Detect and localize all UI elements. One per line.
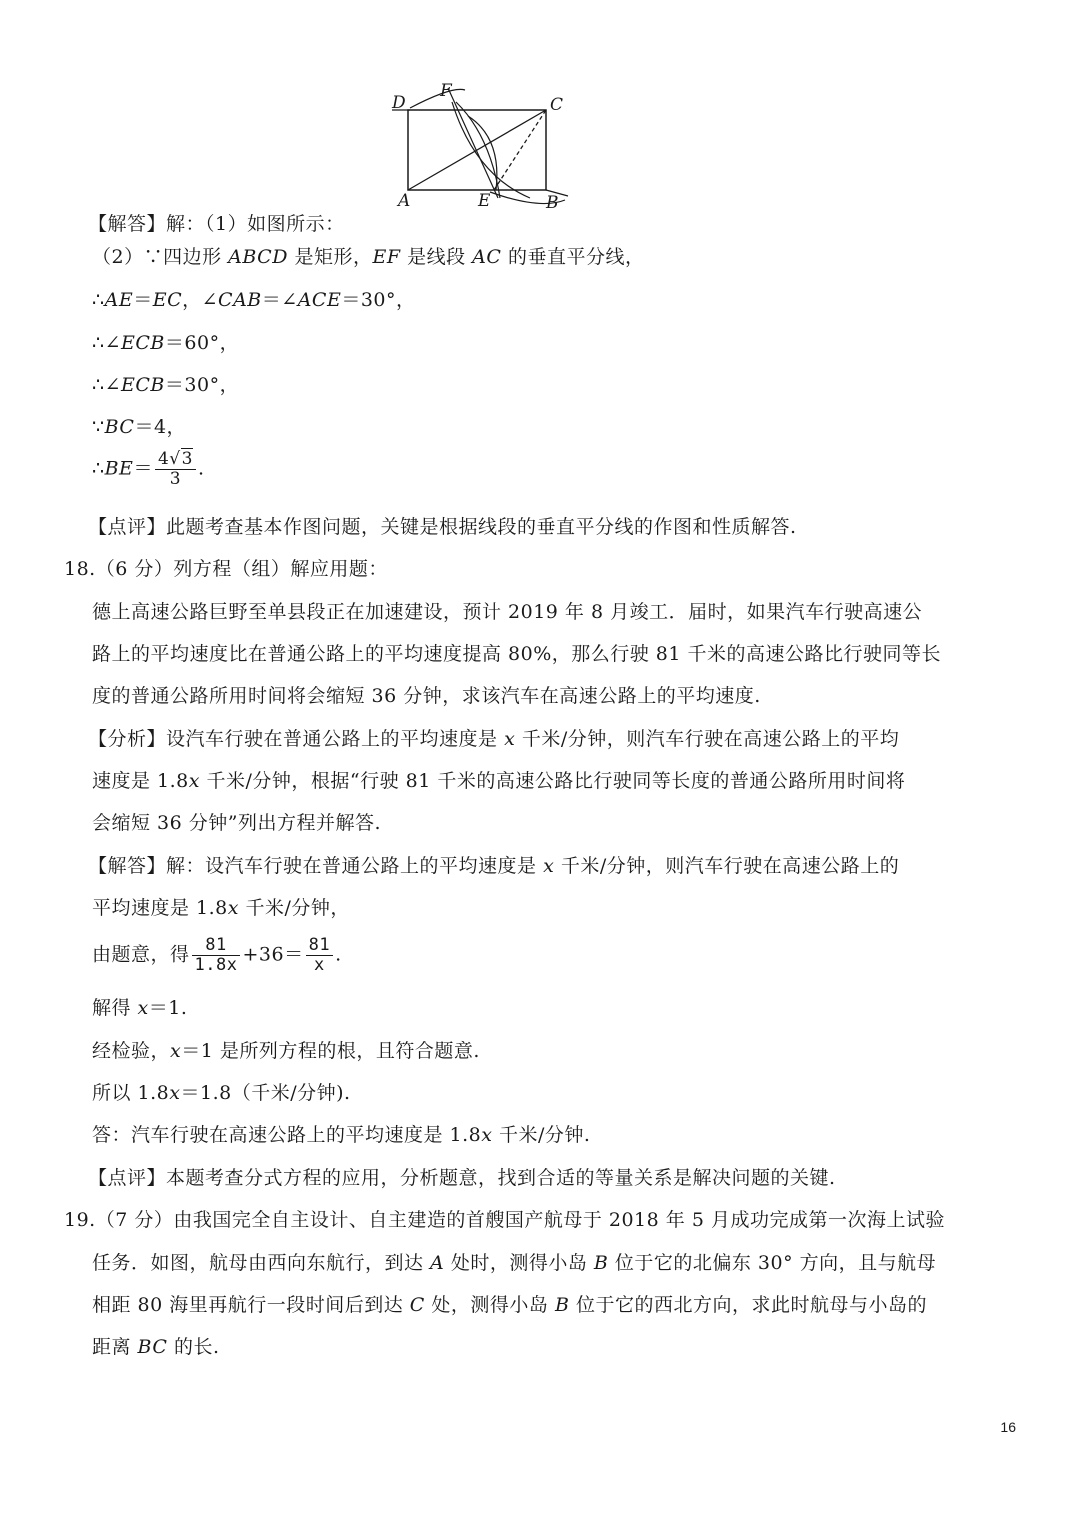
p19-line-2: 任务．如图，航母由西向东航行，到达 A 处时，测得小岛 B 位于它的北偏东 30° 方向，且与航母 (92, 1252, 937, 1274)
geometry-figure (370, 80, 590, 215)
p17-comment: 【点评】此题考查基本作图问题，关键是根据线段的垂直平分线的作图和性质解答. (88, 516, 797, 538)
p17-solution-line-7: ∴BE＝ $\frac{4√3}{3}$ . (92, 449, 205, 489)
p18-question-line-3: 度的普通公路所用时间将会缩短 36 分钟，求该汽车在高速公路上的平均速度. (92, 685, 761, 707)
p17-solution-line-3: ∴AE＝EC，∠CAB＝∠ACE＝30°， (92, 289, 416, 311)
label-b: B (546, 193, 559, 213)
p18-solution-line-2: 平均速度是 1.8x 千米/分钟， (92, 897, 350, 919)
p17-solution-line-1: 【解答】解：（1）如图所示： (88, 213, 345, 235)
diagonal-ac (408, 110, 546, 190)
label-a: A (398, 191, 411, 211)
p18-question-line-1: 德上高速公路巨野至单县段正在加速建设，预计 2019 年 8 月竣工．届时，如果汽车行驶高速公 (92, 601, 923, 623)
p17-solution-line-5: ∴∠ECB＝30°， (92, 374, 240, 396)
p18-equation: 由题意，得 $\frac{81}{1.8x}$ +36＝ $\frac{81}{x}$ . (92, 935, 342, 975)
p18-solution-line-4: 解得 x＝1. (92, 997, 188, 1019)
p18-analysis-line-3: 会缩短 36 分钟”列出方程并解答. (92, 812, 382, 834)
p18-final-answer: 答：汽车行驶在高速公路上的平均速度是 1.8x 千米/分钟. (92, 1124, 591, 1146)
p18-question-line-2: 路上的平均速度比在普通公路上的平均速度提高 80%，那么行驶 81 千米的高速公路比行驶同等长 (92, 643, 942, 665)
p18-solution-line-5: 经检验，x＝1 是所列方程的根，且符合题意. (92, 1040, 480, 1062)
label-e: E (478, 191, 491, 211)
fraction-81-over-1.8x: $\frac{81}{1.8x}$ (192, 936, 241, 975)
p17-solution-line-4: ∴∠ECB＝60°， (92, 332, 240, 354)
p19-line-3: 相距 80 海里再航行一段时间后到达 C 处，测得小岛 B 位于它的西北方向，求此时航母与小岛的 (92, 1294, 927, 1316)
p17-solution-line-2: （2）∵四边形 ABCD 是矩形，EF 是线段 AC 的垂直平分线， (92, 246, 645, 268)
p18-analysis-line-1: 【分析】设汽车行驶在普通公路上的平均速度是 x 千米/分钟，则汽车行驶在高速公路上的平均 (88, 728, 900, 750)
label-f: F (440, 81, 452, 101)
label-c: C (550, 95, 564, 115)
label-d: D (392, 93, 406, 113)
page-number: 16 (1000, 1419, 1016, 1435)
p19-line-4: 距离 BC 的长. (92, 1336, 220, 1358)
p19-line-1: 19.（7 分）由我国完全自主设计、自主建造的首艘国产航母于 2018 年 5 月成功完成第一次海上试验 (64, 1209, 945, 1231)
arc-from-a (410, 89, 465, 108)
tag-answer: 【解答】 (88, 213, 167, 235)
p18-header: 18.（6 分）列方程（组）解应用题： (64, 558, 388, 580)
segment-ec (494, 110, 546, 190)
p18-solution-line-6: 所以 1.8x＝1.8（千米/分钟). (92, 1082, 351, 1104)
p18-solution-line-1: 【解答】解：设汽车行驶在普通公路上的平均速度是 x 千米/分钟，则汽车行驶在高速公路上的 (88, 855, 900, 877)
fraction-81-over-x: $\frac{81}{x}$ (306, 936, 333, 975)
fraction-be: $\frac{4√3}{3}$ (155, 450, 196, 489)
p18-comment: 【点评】本题考查分式方程的应用，分析题意，找到合适的等量关系是解决问题的关键. (88, 1167, 836, 1189)
p18-analysis-line-2: 速度是 1.8x 千米/分钟，根据“行驶 81 千米的高速公路比行驶同等长度的普通公路所用时间将 (92, 770, 906, 792)
p17-solution-line-6: ∵BC＝4， (92, 416, 187, 438)
